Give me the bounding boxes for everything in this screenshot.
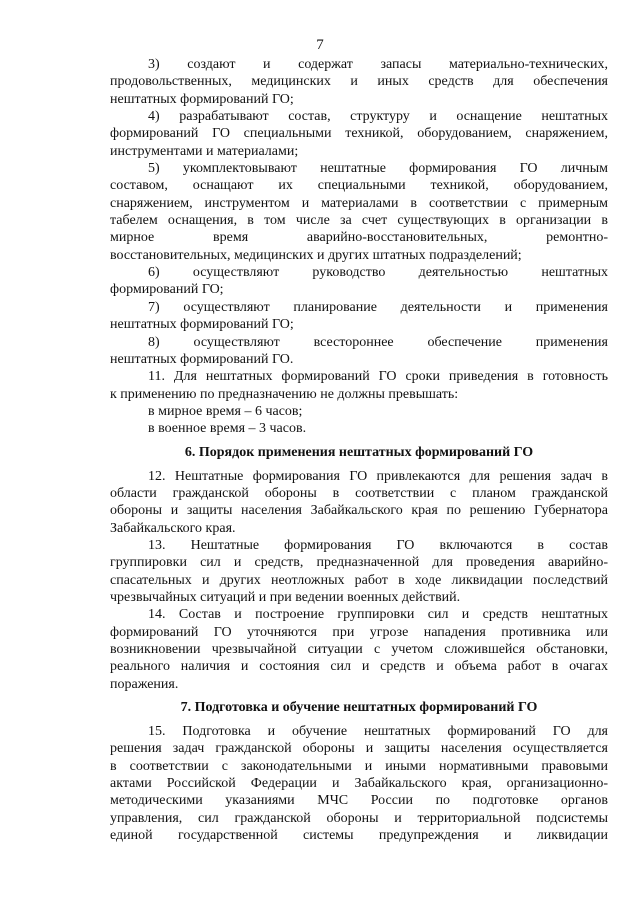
- text-block-training: [110, 723, 608, 844]
- text-line: возникновении чрезвычайной ситуации с учетом сложившейся обстановки,: [110, 642, 608, 657]
- text-line: 8) осуществляют всестороннее обеспечение применения: [148, 334, 608, 350]
- text-line: нештатных формирований ГО;: [110, 317, 294, 333]
- text-line: формирований ГО уточняются при угрозе нападения противника или: [110, 624, 608, 640]
- text-line: нештатных формирований ГО;: [110, 91, 294, 107]
- text-line: в мирное время – 6 часов;: [148, 403, 303, 419]
- text-line: области гражданской обороны в соответствии с планом гражданской: [110, 485, 608, 501]
- text-line: восстановительных, медицинских и других штатных подразделений;: [110, 247, 522, 263]
- text-block-duties: [110, 56, 608, 438]
- text-line: 7) осуществляют планирование деятельности и применения: [148, 299, 608, 315]
- page-number: 7: [316, 37, 324, 53]
- text-line: Забайкальского края.: [110, 520, 236, 536]
- text-line: формирований ГО;: [110, 282, 224, 298]
- text-line: 6) осуществляют руководство деятельностью нештатных: [148, 265, 608, 281]
- text-line: методическими указаниями МЧС России по подготовке органов: [110, 793, 608, 809]
- text-line: поражения.: [110, 676, 179, 692]
- text-line: реального наличия и состояния сил и средств и объема работ в очагах: [110, 659, 608, 675]
- text-line: 14. Состав и построение группировки сил и средств нештатных: [148, 607, 608, 623]
- text-line: спасательных и других неотложных работ в ходе ликвидации последствий: [110, 572, 608, 588]
- text-line: 13. Нештатные формирования ГО включаются в состав: [148, 537, 608, 553]
- text-line: мирное время аварийно-восстановительных, ремонтно-: [110, 230, 608, 246]
- text-line: табелем оснащения, в том числе за счет существующих в организации в: [110, 213, 608, 229]
- text-line: в военное время – 3 часов.: [148, 421, 307, 437]
- text-line: единой государственной системы предупреждения и ликвидации: [110, 828, 608, 844]
- text-line: управления, сил гражданской обороны и территориальной подсистемы: [110, 810, 608, 826]
- text-line: чрезвычайных ситуаций и при ведении военных действий.: [110, 589, 461, 605]
- text-line: в соответствии с законодательными и иными нормативными правовыми: [110, 758, 608, 774]
- text-line: группировки сил и средств, предназначенной для проведения аварийно-: [110, 555, 608, 571]
- text-line: нештатных формирований ГО.: [110, 351, 294, 367]
- section-heading-7: 7. Подготовка и обучение нештатных формирований ГО: [180, 700, 538, 716]
- text-line: обороны и защиты населения Забайкальского края по решению Губернатора: [110, 503, 608, 519]
- text-line: к применению по предназначению не должны превышать:: [110, 386, 459, 402]
- text-line: 12. Нештатные формирования ГО привлекаются для решения задач в: [148, 468, 608, 484]
- text-line: 4) разрабатывают состав, структуру и оснащение нештатных: [148, 109, 608, 125]
- text-line: 3) создают и содержат запасы материально-технических,: [148, 57, 608, 72]
- text-line: решения задач гражданской обороны и защиты населения осуществляется: [110, 741, 608, 757]
- text-block-application: [110, 468, 608, 693]
- text-line: актами Российской Федерации и Забайкальского края, организационно-: [110, 776, 608, 792]
- text-line: составом, оснащают их специальными техникой, оборудованием,: [110, 178, 608, 194]
- section-heading-6: 6. Порядок применения нештатных формирований ГО: [184, 444, 534, 460]
- text-line: снаряжением, инструментом и материалами в соответствии с примерным: [110, 195, 608, 211]
- text-line: 15. Подготовка и обучение нештатных формирований ГО для: [148, 724, 608, 740]
- text-line: 5) укомплектовывают нештатные формирования ГО личным: [148, 161, 608, 177]
- text-line: инструментами и материалами;: [110, 143, 299, 159]
- text-line: формирований ГО специальными техникой, оборудованием, снаряжением,: [110, 126, 608, 142]
- text-line: 11. Для нештатных формирований ГО сроки приведения в готовность: [148, 369, 608, 385]
- page-content: [110, 56, 608, 844]
- text-line: продовольственных, медицинских и иных средств для обеспечения: [110, 74, 608, 90]
